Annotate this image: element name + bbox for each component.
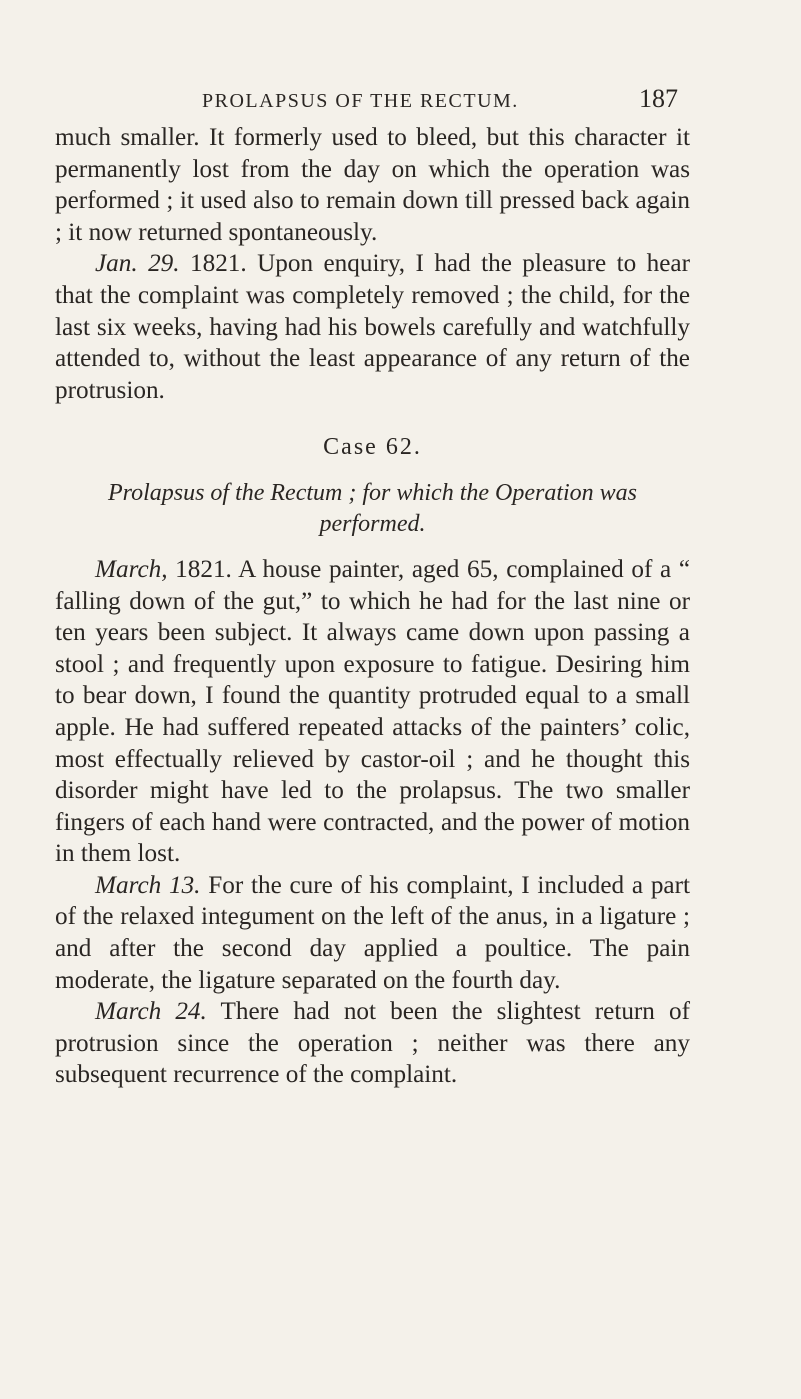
body-text bbox=[55, 122, 690, 1091]
paragraph bbox=[55, 996, 690, 1091]
paragraph-date: March 24. bbox=[95, 998, 207, 1026]
running-head-title: PROLAPSUS OF THE RECTUM. bbox=[202, 90, 519, 112]
paragraph-text: much smaller. It formerly used to bleed, but this character it permanently lost from the day on which the operation was performed ; it used also to remain down till pressed back again ; it now returned spontaneously. bbox=[55, 124, 690, 246]
paragraph-text: 1821. Upon enquiry, I had the pleasure to hear that the complaint was completely removed ; the child, for the last six weeks, having had his bowels carefully and watchfully attended to, without the least appearance of any return of the protrusion. bbox=[55, 250, 690, 404]
paragraph-text: For the cure of his complaint, I included a part of the relaxed integument on the left of the anus, in a ligature ; and after the second day applied a poultice. The pain moderate, the ligature separated on the fourth day. bbox=[55, 871, 690, 994]
running-head bbox=[55, 82, 690, 122]
paragraph bbox=[55, 248, 690, 406]
paragraph-date: March, bbox=[95, 555, 168, 583]
paragraph-date: March 13. bbox=[95, 871, 201, 899]
case-subtitle: Prolapsus of the Rectum ; for which the Operation was performed. bbox=[107, 479, 638, 537]
book-page bbox=[55, 82, 690, 1091]
paragraph bbox=[55, 554, 690, 870]
paragraph-text: 1821. A house painter, aged 65, complained of a “ falling down of the gut,” to which he had for the last nine or ten years been subject. It always came down upon passing a stool ; and frequently upon exposure to fatigue. Desiring him to bear down, I found the quantity protruded equal to a small apple. He had suffered repeated attacks of the painters’ colic, most effectually relieved by castor-oil ; and he thought this disorder might have led to the prolapsus. The two smaller fingers of each hand were contracted, and the power of motion in them lost. bbox=[55, 555, 690, 868]
paragraph bbox=[55, 122, 690, 248]
paragraph bbox=[55, 870, 690, 996]
page-number: 187 bbox=[639, 84, 678, 113]
paragraph-date: Jan. 29. bbox=[95, 250, 180, 278]
case-heading: Case 62. bbox=[323, 434, 422, 461]
paragraph-text: There had not been the slightest return of protrusion since the operation ; neither was there any subsequent recurrence of the complaint. bbox=[55, 998, 690, 1089]
